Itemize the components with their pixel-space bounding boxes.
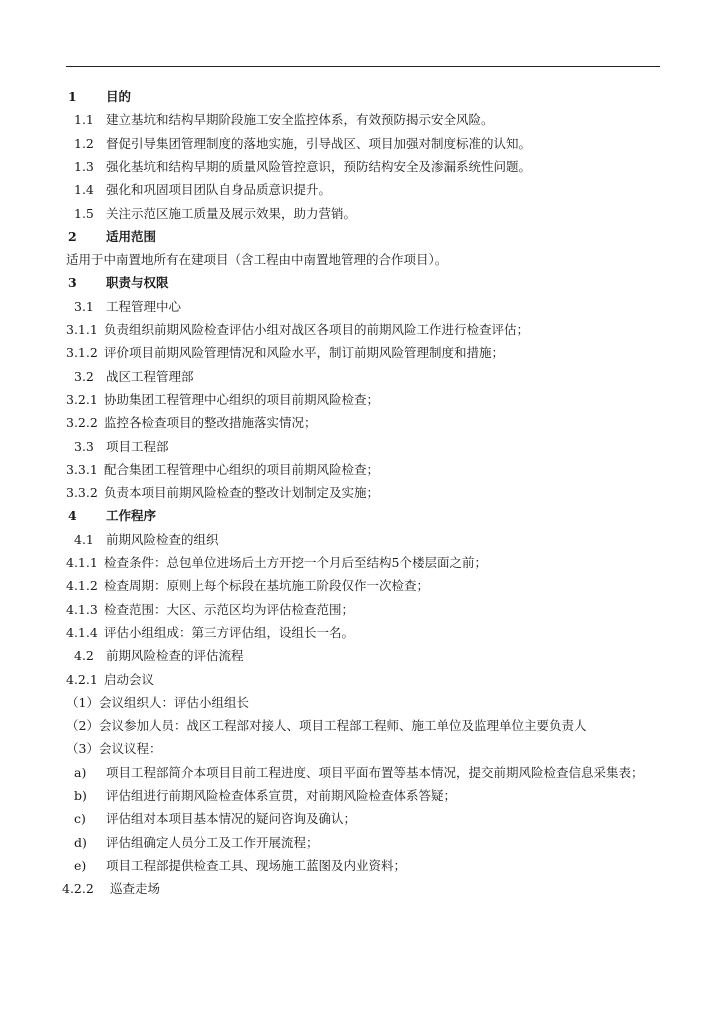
line-number: e) [74, 857, 87, 873]
line-text: 评价项目前期风险管理情况和风险水平，制订前期风险管理制度和措施； [104, 345, 505, 361]
line-text: 项目工程部提供检查工具、现场施工蓝图及内业资料； [106, 857, 407, 873]
line-text: 前期风险检查的组织 [106, 531, 219, 547]
line-text: 工程管理中心 [106, 298, 182, 314]
line-number: 3 [68, 275, 77, 291]
line-number: 3.2.2 [66, 415, 98, 431]
line-text: 目的 [106, 89, 132, 104]
line-number: 4.2 [74, 648, 94, 664]
line-number: d) [74, 834, 87, 850]
line-text: 项目工程部 [106, 438, 169, 454]
line-text: （3）会议议程： [66, 741, 162, 757]
line-number: c) [74, 811, 86, 827]
line-text: 关注示范区施工质量及展示效果，助力营销。 [106, 205, 357, 221]
line-number: 3.3.1 [66, 461, 98, 477]
line-number: 4.1.1 [66, 555, 98, 570]
line-number: 1 [68, 89, 77, 104]
line-number: 1.3 [74, 158, 94, 174]
line-number: 2 [68, 228, 77, 244]
line-text: 评估小组组成：第三方评估组，设组长一名。 [104, 624, 355, 640]
line-number: 4.2.1 [66, 671, 98, 687]
line-text: （1）会议组织人：评估小组组长 [66, 694, 249, 710]
line-text: 协助集团工程管理中心组织的项目前期风险检查； [104, 391, 380, 407]
line-text: 负责组织前期风险检查评估小组对战区各项目的前期风险工作进行检查评估； [104, 322, 530, 337]
line-text: 配合集团工程管理中心组织的项目前期风险检查； [104, 461, 380, 477]
line-number: 3.1 [74, 298, 94, 314]
line-number: 3.2 [74, 368, 94, 384]
line-text: 评估组对本项目基本情况的疑问咨询及确认； [106, 811, 357, 827]
line-text: 检查周期：原则上每个标段在基坑施工阶段仅作一次检查； [104, 578, 430, 594]
line-text: （2）会议参加人员：战区工程部对接人、项目工程部工程师、施工单位及监理单位主要负责人 [66, 718, 587, 734]
line-text: 职责与权限 [106, 275, 169, 291]
line-number: 4.2.2 [62, 881, 94, 897]
line-text: 强化和巩固项目团队自身品质意识提升。 [106, 182, 332, 198]
line-number: 1.5 [74, 205, 94, 221]
line-text: 巡查走场 [110, 881, 161, 897]
line-number: 3.3.2 [66, 485, 98, 501]
line-number: 1.2 [74, 135, 94, 151]
line-text: 战区工程管理部 [106, 368, 194, 384]
line-text: 强化基坑和结构早期的质量风险管控意识，预防结构安全及渗漏系统性问题。 [106, 158, 532, 174]
line-number: 1.4 [74, 182, 94, 198]
line-text: 评估组确定人员分工及工作开展流程； [106, 834, 319, 850]
line-text: 评估组进行前期风险检查体系宣贯，对前期风险检查体系答疑； [106, 788, 457, 803]
line-number: 4.1 [74, 531, 94, 547]
line-text: 适用范围 [106, 228, 157, 244]
line-number: b) [74, 788, 87, 803]
header-rule [66, 66, 660, 67]
line-text: 监控各检查项目的整改措施落实情况； [104, 415, 317, 431]
line-text: 督促引导集团管理制度的落地实施，引导战区、项目加强对制度标准的认知。 [106, 135, 532, 151]
line-text: 检查范围：大区、示范区均为评估检查范围； [104, 601, 355, 617]
line-number: a) [74, 764, 87, 780]
line-text: 前期风险检查的评估流程 [106, 648, 244, 664]
line-number: 4.1.3 [66, 601, 98, 617]
line-number: 3.1.1 [66, 322, 98, 337]
line-number: 3.2.1 [66, 391, 98, 407]
line-text: 检查条件：总包单位进场后土方开挖一个月后至结构5个楼层面之前； [104, 555, 487, 570]
line-number: 4.1.4 [66, 624, 98, 640]
line-number: 4 [68, 508, 77, 524]
line-text: 工作程序 [106, 508, 157, 524]
line-text: 项目工程部简介本项目目前工程进度、项目平面布置等基本情况，提交前期风险检查信息采集表； [106, 764, 644, 780]
line-text: 适用于中南置地所有在建项目（含工程由中南置地管理的合作项目）。 [66, 252, 448, 268]
line-text: 建立基坑和结构早期阶段施工安全监控体系，有效预防揭示安全风险。 [106, 112, 494, 128]
line-text: 负责本项目前期风险检查的整改计划制定及实施； [104, 485, 380, 501]
line-number: 3.3 [74, 438, 94, 454]
line-number: 3.1.2 [66, 345, 98, 361]
line-text: 启动会议 [104, 671, 155, 687]
line-number: 1.1 [74, 112, 94, 128]
line-number: 4.1.2 [66, 578, 98, 594]
